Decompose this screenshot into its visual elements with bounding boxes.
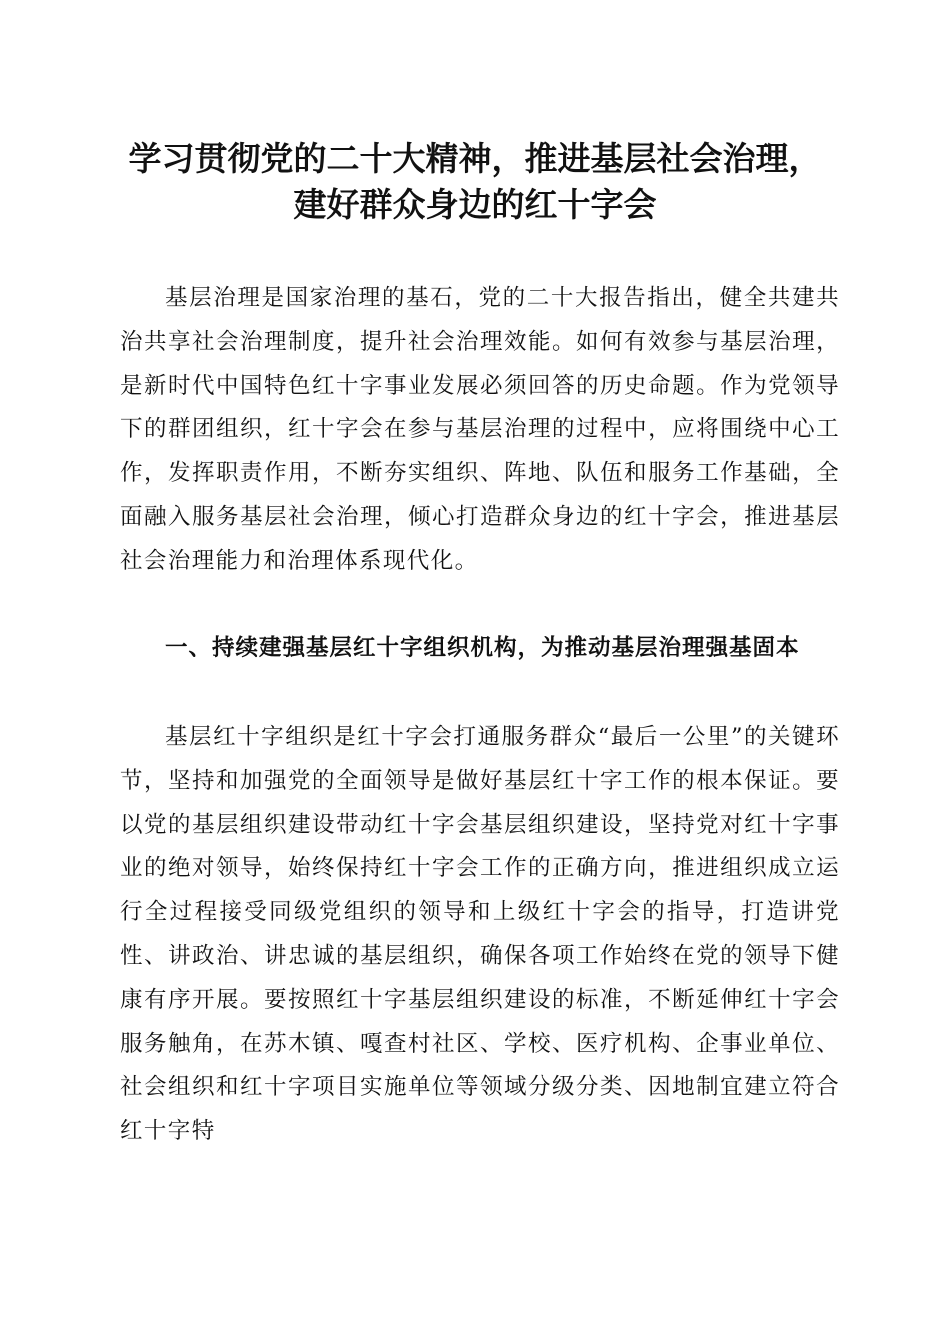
section-1-heading: 一、持续建强基层红十字组织机构，为推动基层治理强基固本 [165,635,800,661]
section-1-paragraph: 基层红十字组织是红十字会打通服务群众“最后一公里”的关键环节，坚持和加强党的全面领导是做好基层红十字工作的根本保证。要以党的基层组织建设带动红十字会基层组织建设，坚持党对红十字事业的绝对领导，始终保持红十字会工作的正确方向，推进组织成立运行全过程接受同级党组织的领导和上级红十字会的指导，打造讲党性、讲政治、讲忠诚的基层组织，确保各项工作始终在党的领导下健康有序开展。要按照红十字基层组织建设的标准，不断延伸红十字会服务触角，在苏木镇、嘎查村社区、学校、医疗机构、企事业单位、社会组织和红十字项目实施单位等领域分级分类、因地制宜建立符合红十字特 [120,724,840,1145]
intro-paragraph: 基层治理是国家治理的基石，党的二十大报告指出，健全共建共治共享社会治理制度，提升社会治理效能。如何有效参与基层治理，是新时代中国特色红十字事业发展必须回答的历史命题。作为党领导下的群团组织，红十字会在参与基层治理的过程中，应将围绕中心工作，发挥职责作用，不断夯实组织、阵地、队伍和服务工作基础，全面融入服务基层社会治理，倾心打造群众身边的红十字会，推进基层社会治理能力和治理体系现代化。 [120,285,840,574]
document-title-line-2: 建好群众身边的红十字会 [293,185,657,224]
document-title-line-1: 学习贯彻党的二十大精神，推进基层社会治理， [128,139,822,178]
